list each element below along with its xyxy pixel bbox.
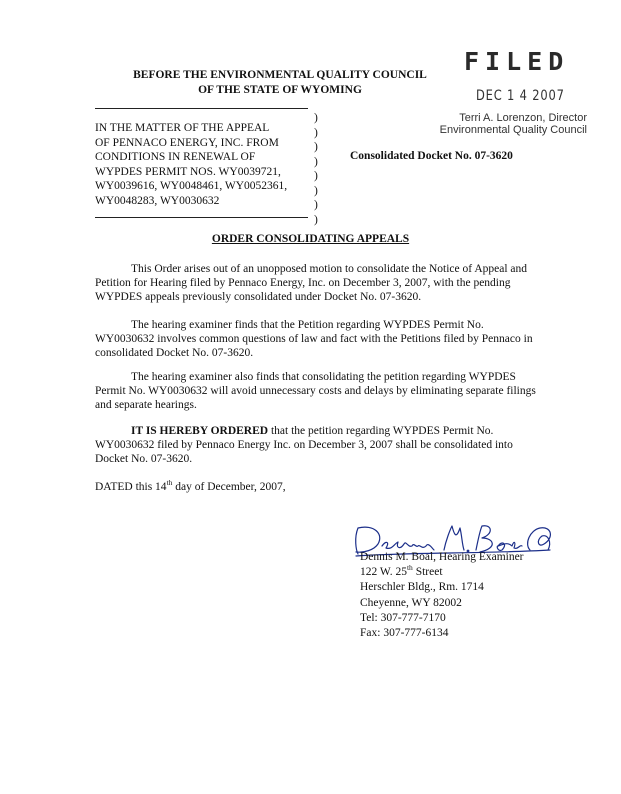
caption-line: IN THE MATTER OF THE APPEAL bbox=[95, 122, 270, 134]
stamp-director-name: Terri A. Lorenzon, Director bbox=[459, 112, 587, 124]
caption-line: WY0039616, WY0048461, WY0052361, bbox=[95, 180, 288, 192]
dated-text: DATED this 14 bbox=[95, 481, 167, 493]
street-text: 122 W. 25 bbox=[360, 566, 407, 579]
filed-stamp-director bbox=[437, 112, 587, 136]
header-line-1: BEFORE THE ENVIRONMENTAL QUALITY COUNCIL bbox=[133, 69, 427, 81]
dated-ordinal: th bbox=[166, 478, 173, 488]
case-caption bbox=[95, 121, 310, 208]
signature-block bbox=[360, 550, 524, 641]
caption-line: WY0048283, WY0030632 bbox=[95, 194, 220, 207]
signer-name: Dennis M. Boal, Hearing Examiner bbox=[360, 551, 524, 563]
docket-number: Consolidated Docket No. 07-3620 bbox=[350, 150, 513, 162]
filed-stamp-date: DEC 1 4 2007 bbox=[476, 88, 565, 104]
caption-top-rule bbox=[95, 108, 308, 109]
paren: ) bbox=[314, 184, 318, 197]
ordered-text: that the petition regarding WYPDES Permit No. WY0030632 filed by Pennaco Energy Inc. on December 3, 2007 shall be consolidated into Docket No. 07-3620. bbox=[95, 425, 513, 466]
street-text-rest: Street bbox=[412, 566, 443, 579]
dated-text-rest: day of December, 2007, bbox=[172, 481, 286, 493]
order-title: ORDER CONSOLIDATING APPEALS bbox=[211, 233, 410, 245]
filed-stamp: FILED bbox=[464, 47, 570, 76]
signer-city: Cheyenne, WY 82002 bbox=[360, 596, 462, 609]
caption-line: WYPDES PERMIT NOS. WY0039721, bbox=[95, 165, 281, 178]
signer-tel: Tel: 307-777-7170 bbox=[360, 611, 446, 624]
paren: ) bbox=[314, 126, 318, 139]
paren: ) bbox=[314, 112, 318, 124]
signer-fax: Fax: 307-777-6134 bbox=[360, 627, 449, 640]
body-paragraph: The hearing examiner finds that the Petition regarding WYPDES Permit No. WY0030632 involves common questions of law and fact with the Petitions filed by Pennaco in consolidated Docket No. 07-3620. bbox=[95, 319, 533, 360]
signer-building: Herschler Bldg., Rm. 1714 bbox=[360, 581, 484, 594]
paren: ) bbox=[314, 213, 318, 226]
paren: ) bbox=[314, 170, 318, 182]
stamp-office: Environmental Quality Council bbox=[439, 124, 587, 136]
body-paragraph: This Order arises out of an unopposed motion to consolidate the Notice of Appeal and Petition for Hearing filed by Pennaco Energy, Inc. on December 3, 2007, with the pending WYPDES appeals previously consolidated under Docket No. 07-3620. bbox=[95, 263, 528, 304]
caption-line: CONDITIONS IN RENEWAL OF bbox=[95, 151, 256, 163]
paren: ) bbox=[314, 141, 318, 153]
ordered-lead: IT IS HEREBY ORDERED bbox=[131, 425, 269, 437]
ordered-paragraph bbox=[95, 424, 540, 467]
caption-parentheses bbox=[314, 111, 318, 227]
dated-line bbox=[95, 478, 286, 493]
caption-bottom-rule bbox=[95, 217, 308, 218]
paren: ) bbox=[314, 155, 318, 168]
caption-line: OF PENNACO ENERGY, INC. FROM bbox=[95, 136, 279, 149]
paren: ) bbox=[314, 199, 318, 211]
body-paragraph: The hearing examiner also finds that consolidating the petition regarding WYPDES Permit No. WY0030632 will avoid unnecessary costs and delays by eliminating separate filings and separate hearings. bbox=[95, 371, 536, 412]
street-ordinal: th bbox=[406, 563, 413, 573]
council-header bbox=[90, 68, 470, 98]
header-line-2: OF THE STATE OF WYOMING bbox=[198, 84, 362, 96]
signer-street bbox=[360, 565, 524, 580]
